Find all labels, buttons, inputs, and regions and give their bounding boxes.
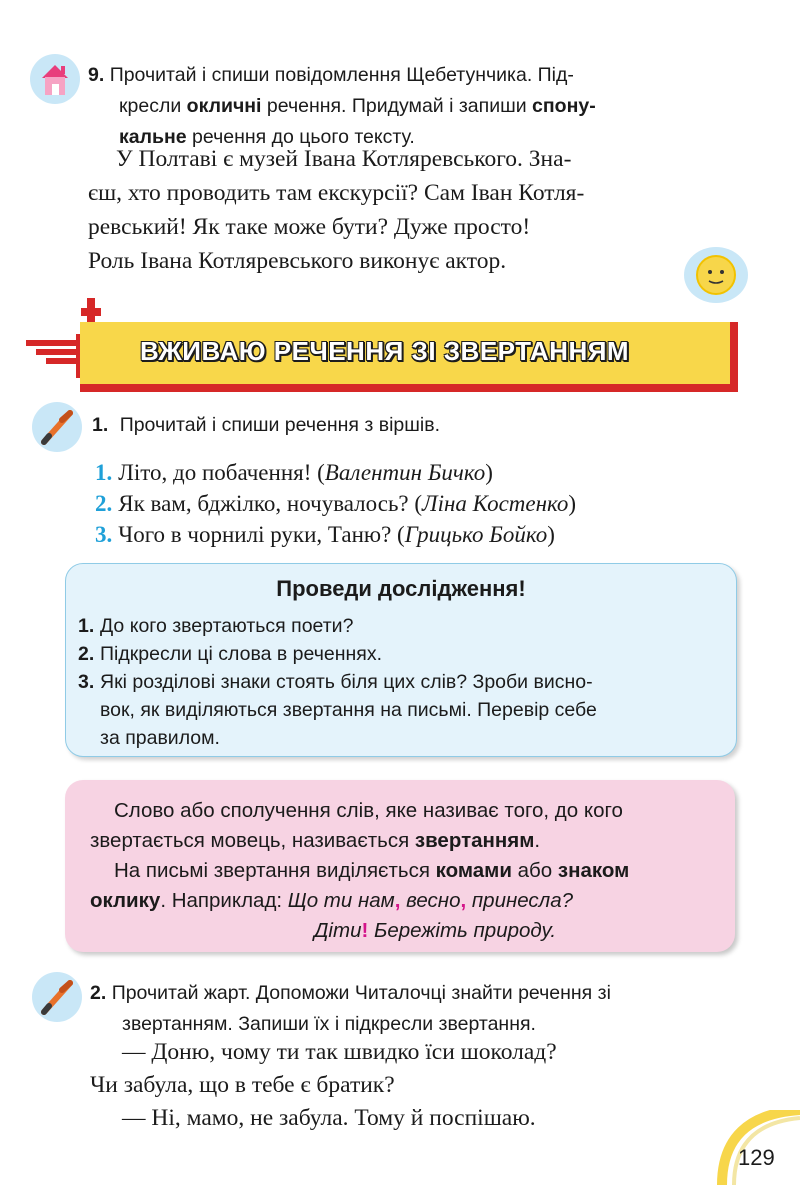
bold-term: кальне <box>119 126 187 148</box>
section-banner <box>80 322 738 392</box>
text-line: єш, хто проводить там екскурсії? Сам Іван Котля- <box>88 180 585 206</box>
task-9-text <box>88 142 753 278</box>
item-author: Грицько Бойко <box>404 522 548 547</box>
rule-text: або <box>511 859 558 882</box>
item-number: 3. <box>95 522 113 547</box>
rule-line <box>90 856 720 886</box>
item-close: ) <box>547 522 555 547</box>
bold-term: оклику <box>90 889 161 912</box>
research-box <box>65 563 737 757</box>
example-punctuation: , <box>460 889 467 912</box>
task-number: 9. <box>88 64 105 86</box>
item-close: ) <box>568 491 577 516</box>
example-text: Діти <box>314 919 362 942</box>
rule-line <box>90 826 720 856</box>
instruction-text: Прочитай жарт. Допоможи Читалочці знайти речення зі <box>111 982 611 1004</box>
rule-text: звертається мовець, називається <box>90 829 415 852</box>
item-number: 1. <box>78 615 95 637</box>
text-line: Роль Івана Котляревського виконує актор. <box>88 248 507 274</box>
instruction-text: Прочитай і спиши повідомлення Щебетунчика. Під- <box>109 64 574 86</box>
item-number: 2. <box>95 491 113 516</box>
rule-line <box>90 886 720 916</box>
task-number: 1. <box>92 414 109 436</box>
item-number: 3. <box>78 671 95 693</box>
bold-term: звертанням <box>414 829 535 852</box>
example-text: принесла? <box>466 889 574 912</box>
task-number: 2. <box>90 982 107 1004</box>
item-text: Як вам, бджілко, ночувалось? ( <box>118 491 423 516</box>
rule-line <box>90 916 734 946</box>
list-item <box>95 491 576 517</box>
research-item <box>78 612 723 640</box>
item-text: До кого звертаються поети? <box>100 615 354 637</box>
text-line: У Полтаві є музей Івана Котляревського. Зна- <box>116 146 572 172</box>
section-title: ВЖИВАЮ РЕЧЕННЯ ЗІ ЗВЕРТАННЯМ <box>140 336 630 366</box>
sun-face-icon <box>684 247 748 303</box>
task-2-instruction <box>90 978 740 1040</box>
rule-text: На письмі звертання виділяється <box>114 859 436 882</box>
list-item <box>95 522 555 548</box>
list-item <box>95 460 493 486</box>
task-1-instruction <box>92 410 732 441</box>
rule-text: . <box>534 829 541 852</box>
page-number: 129 <box>738 1145 775 1170</box>
instruction-text: Прочитай і спиши речення з віршів. <box>119 414 440 436</box>
rule-text: . Наприклад: <box>160 889 288 912</box>
house-icon <box>30 54 80 104</box>
item-author: Ліна Костенко <box>422 491 569 516</box>
item-text: вок, як виділяються звертання на письмі. Перевір себе <box>100 699 597 721</box>
item-text: Чого в чорнилі руки, Таню? ( <box>118 522 405 547</box>
rule-box <box>65 780 735 952</box>
item-author: Валентин Бичко <box>324 460 486 485</box>
rule-line <box>90 796 720 826</box>
text-line: ревський! Як таке може бути? Дуже просто! <box>88 214 531 240</box>
bold-term: комами <box>435 859 512 882</box>
bold-term: окличні <box>186 95 262 117</box>
bold-term: знаком <box>557 859 630 882</box>
pen-icon <box>32 402 82 452</box>
research-item <box>78 640 723 668</box>
pen-icon <box>32 972 82 1022</box>
example-text: весно <box>400 889 461 912</box>
item-number: 1. <box>95 460 113 485</box>
example-punctuation: ! <box>361 919 369 942</box>
item-close: ) <box>485 460 493 485</box>
rule-text: Слово або сполучення слів, яке називає того, до кого <box>114 799 623 822</box>
example-text: Бережіть природу. <box>368 919 557 942</box>
dialog-line: — Доню, чому ти так швидко їси шоколад? <box>122 1039 557 1065</box>
task-2-dialog <box>90 1036 755 1135</box>
task-9-instruction <box>88 60 728 153</box>
item-text: Які розділові знаки стоять біля цих слів? Зроби висно- <box>100 671 593 693</box>
item-number: 2. <box>78 643 95 665</box>
research-item <box>78 668 723 752</box>
instruction-text: звертанням. Запиши їх і підкресли звертання. <box>122 1013 536 1035</box>
example-punctuation: , <box>394 889 401 912</box>
instruction-text: речення. Придумай і запиши <box>261 95 533 117</box>
bold-term: спону- <box>532 95 596 117</box>
dialog-line: — Ні, мамо, не забула. Тому й поспішаю. <box>122 1105 536 1131</box>
dialog-line: Чи забула, що в тебе є братик? <box>90 1072 395 1098</box>
item-text: Підкресли ці слова в реченнях. <box>100 643 382 665</box>
research-title: Проведи дослідження! <box>276 576 526 601</box>
instruction-text: кресли <box>119 95 187 117</box>
instruction-text: речення до цього тексту. <box>186 126 415 148</box>
item-text: за правилом. <box>100 727 220 749</box>
item-text: Літо, до побачення! ( <box>118 460 325 485</box>
example-text: Що ти нам <box>287 889 395 912</box>
